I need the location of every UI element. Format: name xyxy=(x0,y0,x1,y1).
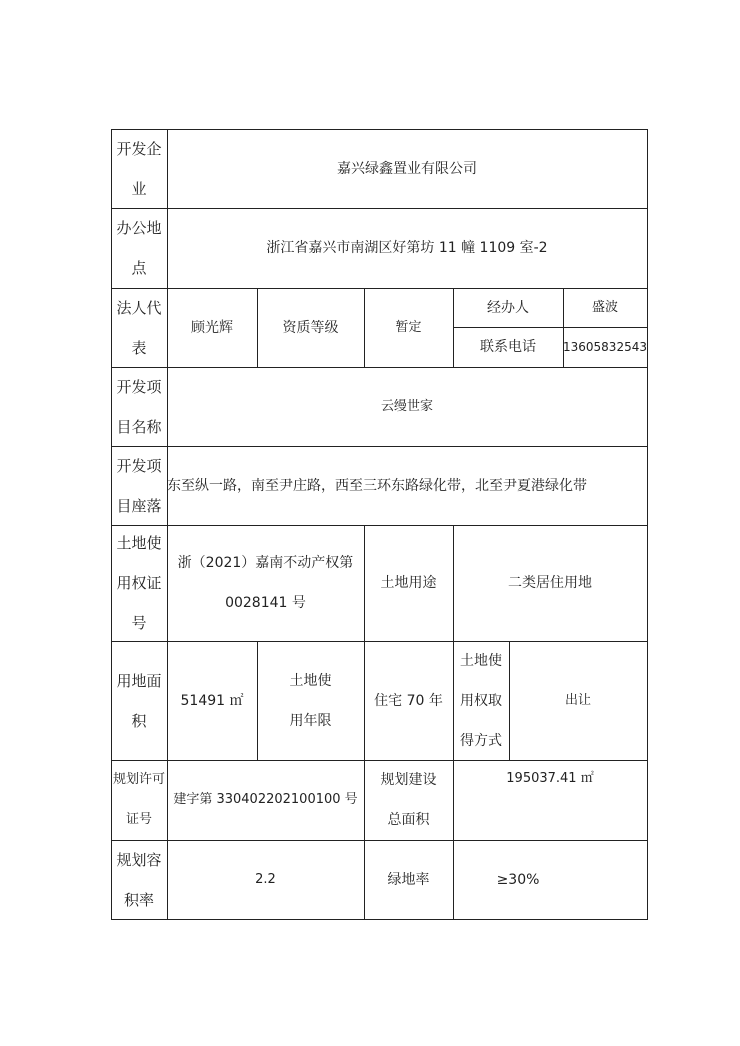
table-border xyxy=(111,919,648,920)
developer-value: 嘉兴绿鑫置业有限公司 xyxy=(337,160,477,177)
office-label: 办公地 点 xyxy=(116,219,162,277)
qualification-value: 暂定 xyxy=(395,319,422,335)
handler-label: 经办人 xyxy=(487,299,529,316)
planned-area-label: 规划建设 总面积 xyxy=(380,772,437,828)
legal-rep-name: 顾光辉 xyxy=(191,319,233,336)
developer-label: 开发企 业 xyxy=(116,139,162,198)
far-value: 2.2 xyxy=(255,871,276,887)
green-ratio-label: 绿地率 xyxy=(387,871,430,888)
land-cert-label: 土地使 用权证 号 xyxy=(116,534,162,632)
land-use-value: 二类居住用地 xyxy=(508,575,592,591)
handler-value: 盛波 xyxy=(591,299,618,315)
land-area-label: 用地面 积 xyxy=(116,671,162,730)
acquisition-method-value: 出让 xyxy=(564,692,591,708)
planned-area-value: 195037.41 ㎡ xyxy=(506,771,594,786)
phone-label: 联系电话 xyxy=(480,339,536,355)
office-value: 浙江省嘉兴市南湖区好第坊 11 幢 1109 室-2 xyxy=(266,240,548,256)
project-location-value: 东至纵一路，南至尹庄路，西至三环东路绿化带，北至尹夏港绿化带 xyxy=(167,477,587,494)
legal-rep-label: 法人代 表 xyxy=(116,298,162,357)
acquisition-method-label: 土地使 用权取 得方式 xyxy=(460,652,502,749)
land-area-value: 51491 ㎡ xyxy=(180,692,244,709)
land-term-value: 住宅 70 年 xyxy=(374,692,443,709)
planning-permit-value: 建字第 330402202100100 号 xyxy=(173,792,358,807)
planning-permit-label: 规划许可 证号 xyxy=(112,772,165,827)
green-ratio-value: ≥30% xyxy=(496,871,540,888)
project-name-value: 云缦世家 xyxy=(380,398,433,414)
far-label: 规划容 积率 xyxy=(116,850,162,909)
land-term-label: 土地使 用年限 xyxy=(289,672,332,729)
land-cert-value: 浙（2021）嘉南不动产权第 0028141 号 xyxy=(177,555,354,611)
project-name-label: 开发项 目名称 xyxy=(116,377,162,436)
table-border xyxy=(647,129,648,920)
project-location-label: 开发项 目座落 xyxy=(116,456,162,515)
land-use-label: 土地用途 xyxy=(380,575,437,591)
qualification-label: 资质等级 xyxy=(282,319,339,336)
phone-value: 13605832543 xyxy=(563,340,647,354)
